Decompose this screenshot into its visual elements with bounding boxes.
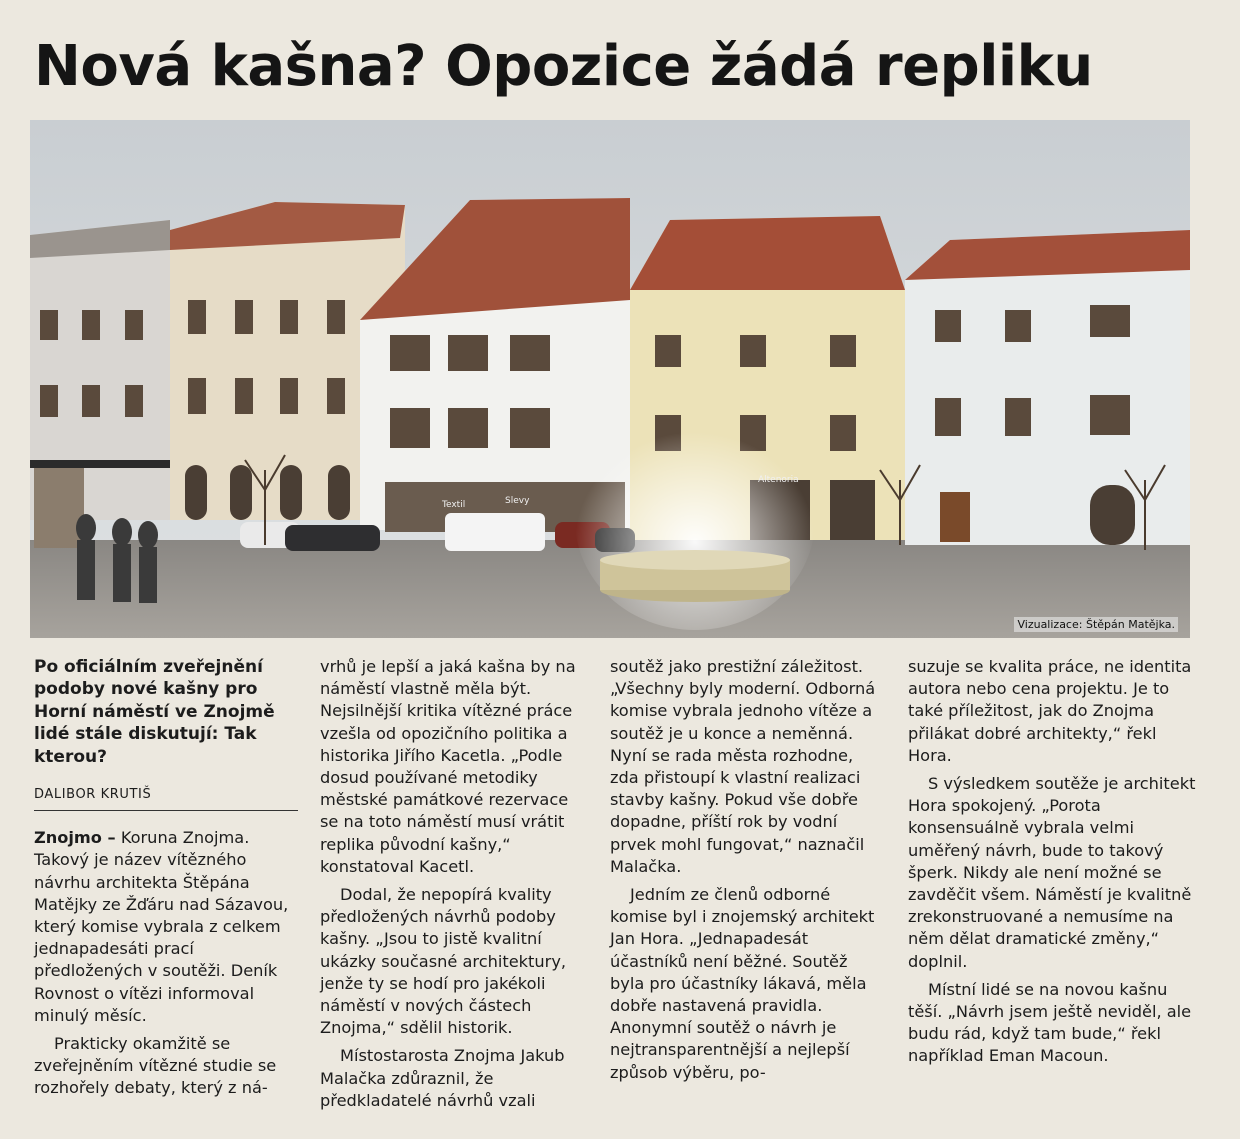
col1-p1-text: Koruna Znojma. Takový je název vítězného návrhu architekta Štěpána Matějky ze Žďáru nad Sázavou, který komise vybrala z celkem jednapadesáti prací předložených v soutěži. Deník Rovnost o vítězi informoval minulý měsíc.	[34, 828, 289, 1025]
col3-paragraph-1: soutěž jako prestižní záležitost. „Všechny byly moderní. Odborná komise vybrala jednoho vítěze a soutěž je u konce a neměnná. Nyní se rada města rozhodne, zda přistoupí k vlastní realizaci stavby kašny. Pokud vše dobře dopadne, příští rok by vodní prvek mohl fungovat,“ naznačil Malačka.	[610, 657, 876, 876]
sign-textil: Textil	[442, 500, 466, 510]
column-4	[908, 656, 1198, 1068]
column-2	[320, 656, 582, 1112]
square-photo	[30, 120, 1190, 638]
lead-paragraph: Po oficiálním zveřejnění podoby nové kašny pro Horní náměstí ve Znojmě lidé stále diskutují: Tak kterou?	[34, 657, 275, 767]
col4-paragraph-3: Místní lidé se na novou kašnu těší. „Návrh jsem ještě neviděl, ale budu rád, když tam bude,“ řekl například Eman Macoun.	[908, 979, 1192, 1066]
column-3	[610, 656, 880, 1084]
col2-paragraph-1: vrhů je lepší a jaká kašna by na náměstí vlastně měla být. Nejsilnější kritika vítězné práce vzešla od opozičního politika a historika Jiřího Kacetla. „Podle dosud používané metodiky městské památkové rezervace se na toto náměstí musí vrátit replika původní kašny,“ konstatoval Kacetl.	[320, 657, 576, 876]
photo-caption: Vizualizace: Štěpán Matějka.	[1014, 617, 1178, 632]
col2-paragraph-3: Místostarosta Znojma Jakub Malačka zdůraznil, že předkladatelé návrhů vzali	[320, 1046, 565, 1110]
byline: DALIBOR KRUTIŠ	[34, 784, 298, 811]
sign-slevy: Slevy	[505, 496, 530, 506]
col4-paragraph-1: suzuje se kvalita práce, ne identita autora nebo cena projektu. Je to také příležitost, jak do Znojma přilákat dobré architekty,“ řekl Hora.	[908, 657, 1192, 765]
column-1	[34, 656, 298, 1100]
col4-paragraph-2: S výsledkem soutěže je architekt Hora spokojený. „Porota konsensuálně vybrala velmi uměřený návrh, bude to takový šperk. Nikdy ale není možné se zavděčit všem. Náměstí je kvalitně zrekonstruované a nemusíme na něm dělat dramatické změny,“ doplnil.	[908, 774, 1196, 971]
dateline: Znojmo –	[34, 828, 116, 848]
col3-paragraph-2: Jedním ze členů odborné komise byl i znojemský architekt Jan Hora. „Jednapadesát účastníků není běžné. Soutěž byla pro účastníky lákavá, měla dobře nastavená pravidla. Anonymní soutěž o návrh je nejtransparentnější a nejlepší způsob výběru, po-	[610, 885, 875, 1082]
col1-paragraph-2: Prakticky okamžitě se zveřejněním vítězné studie se rozhořely debaty, který z ná-	[34, 1034, 277, 1098]
col2-paragraph-2: Dodal, že nepopírá kvality předložených návrhů podoby kašny. „Jsou to jistě kvalitní ukázky současné architektury, jenže ty se hodí pro jakékoli náměstí v nových částech Znojma,“ sdělil historik.	[320, 885, 567, 1038]
sign-altenoria: Altenoria	[758, 475, 799, 485]
col1-paragraph-1	[34, 827, 298, 1027]
headline: Nová kašna? Opozice žádá repliku	[34, 34, 1093, 99]
